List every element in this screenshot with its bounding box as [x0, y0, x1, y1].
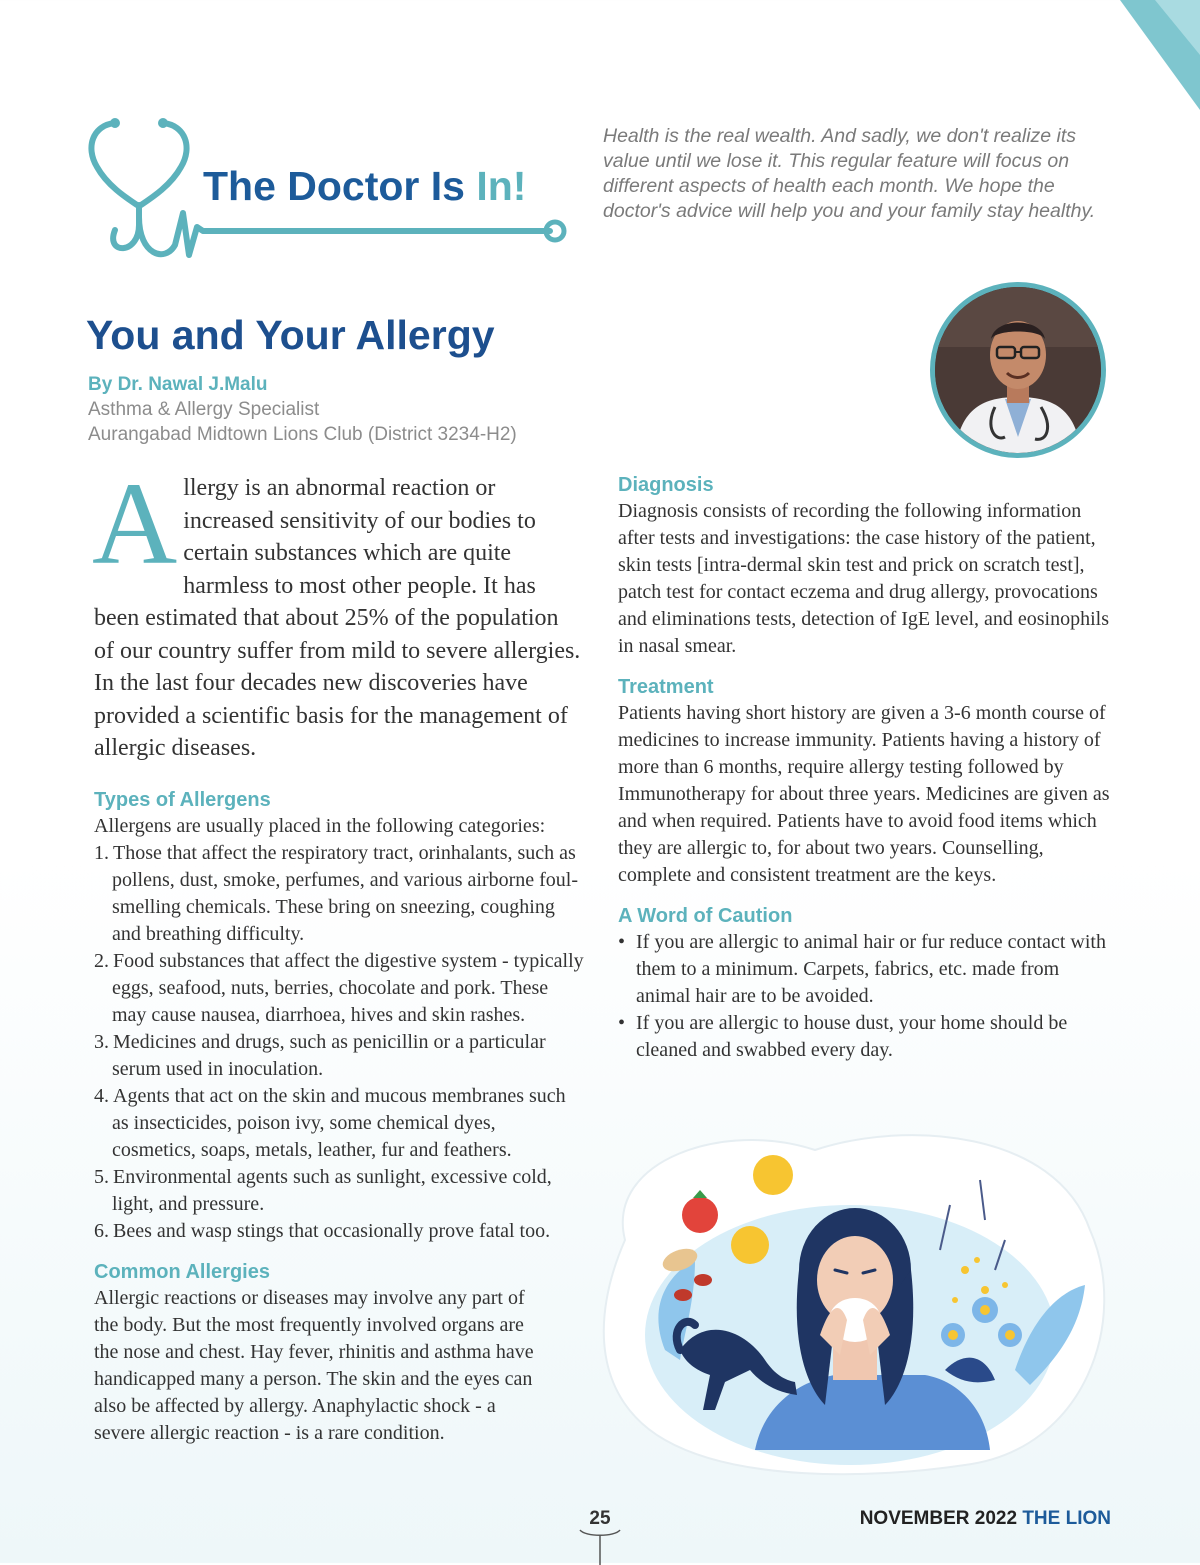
page-number: 25 — [589, 1508, 611, 1529]
list-item: 2. Food substances that affect the digestive system - typically eggs, seafood, nuts, berries, chocolate and pork. These may cause nausea, diarrhoea, hives and skin rashes. — [94, 949, 584, 1026]
list-item: • If you are allergic to animal hair or fur reduce contact with them to a minimum. Carpets, fabrics, etc. made from animal hair are to be avoided. — [618, 929, 1118, 1010]
treatment-text: Patients having short history are given a 3-6 month course of medicines to increase immunity. Patients having a history of more than 6 months, require allergy testing followed by Immunotherapy for about three years. Medicines are given as and when required. Patients have to avoid food items which they are allergic to, for about two years. Counselling, complete and consistent treatment are the keys. — [618, 702, 1110, 886]
corner-decoration — [1060, 0, 1200, 120]
types-heading: Types of Allergens — [94, 788, 271, 811]
issue-info — [860, 1508, 1111, 1530]
types-intro: Allergens are usually placed in the following categories: — [94, 814, 546, 837]
author-name: By Dr. Nawal J.Malu — [88, 374, 268, 395]
common-text: Allergic reactions or diseases may involve any part of the body. But the most frequently involved organs are the nose and chest. Hay fever, rhinitis and asthma have handicapped many a person. The skin and the eyes can also be affected by allergy. Anaphylactic shock - a severe allergic reaction - is a rare condition. — [94, 1286, 534, 1444]
doctor-photo-icon — [935, 287, 1101, 453]
caution-list — [618, 929, 1118, 1064]
allergy-illustration — [585, 1120, 1115, 1480]
list-item: 3. Medicines and drugs, such as penicillin or a particular serum used in inoculation. — [94, 1030, 546, 1080]
drop-cap: A — [92, 458, 178, 589]
author-portrait — [930, 282, 1106, 458]
list-item: 5. Environmental agents such as sunlight, excessive cold, light, and pressure. — [94, 1165, 552, 1215]
list-item: 4. Agents that act on the skin and mucous membranes such as insecticides, poison ivy, some chemical dyes, cosmetics, soaps, metals, leather, fur and feathers. — [94, 1084, 566, 1161]
treatment-heading: Treatment — [618, 676, 714, 698]
caution-heading: A Word of Caution — [618, 905, 793, 927]
common-heading: Common Allergies — [94, 1260, 270, 1283]
allergen-list — [94, 840, 584, 1245]
article-title: You and Your Allergy — [86, 312, 495, 358]
author-club: Aurangabad Midtown Lions Club (District 3234-H2) — [88, 424, 517, 445]
right-column — [618, 472, 1118, 1064]
feature-intro: Health is the real wealth. And sadly, we don't realize its value until we lose it. This regular feature will focus on different aspects of health each month. We hope the doctor's advice will help you and your family stay healthy. — [603, 125, 1096, 222]
list-item: 1. Those that affect the respiratory tract, orinhalants, such as pollens, dust, smoke, perfumes, and various airborne foul-smelling chemicals. These bring on sneezing, coughing and breathing difficulty. — [94, 841, 579, 945]
issue-date: NOVEMBER 2022 — [859, 1508, 1018, 1529]
magazine-name: THE LION — [1022, 1508, 1111, 1529]
page-number-decoration — [575, 1525, 625, 1565]
left-column — [92, 458, 584, 1447]
feature-title: The Doctor Is In! — [203, 163, 527, 209]
list-item: • If you are allergic to house dust, your home should be cleaned and swabbed every day. — [618, 1010, 1118, 1064]
author-role: Asthma & Allergy Specialist — [88, 399, 320, 420]
list-item: 6. Bees and wasp stings that occasionally prove fatal too. — [94, 1219, 551, 1242]
lead-paragraph: Allergy is an abnormal reaction or increased sensitivity of our bodies to certain substances which are quite harmless to most other people. It has been estimated that about 25% of the population of our country suffer from mild to severe allergies. In the last four decades new discoveries have provided a scientific basis for the management of allergic diseases. — [92, 458, 581, 761]
byline — [88, 372, 517, 447]
diagnosis-text: Diagnosis consists of recording the following information after tests and investigations: the case history of the patient, skin tests [intra-dermal skin test and prick on scratch test], patch test for contact eczema and drug allergy, provocations and eliminations tests, detection of IgE level, and eosinophils in nasal smear. — [618, 500, 1110, 657]
diagnosis-heading: Diagnosis — [618, 474, 714, 496]
